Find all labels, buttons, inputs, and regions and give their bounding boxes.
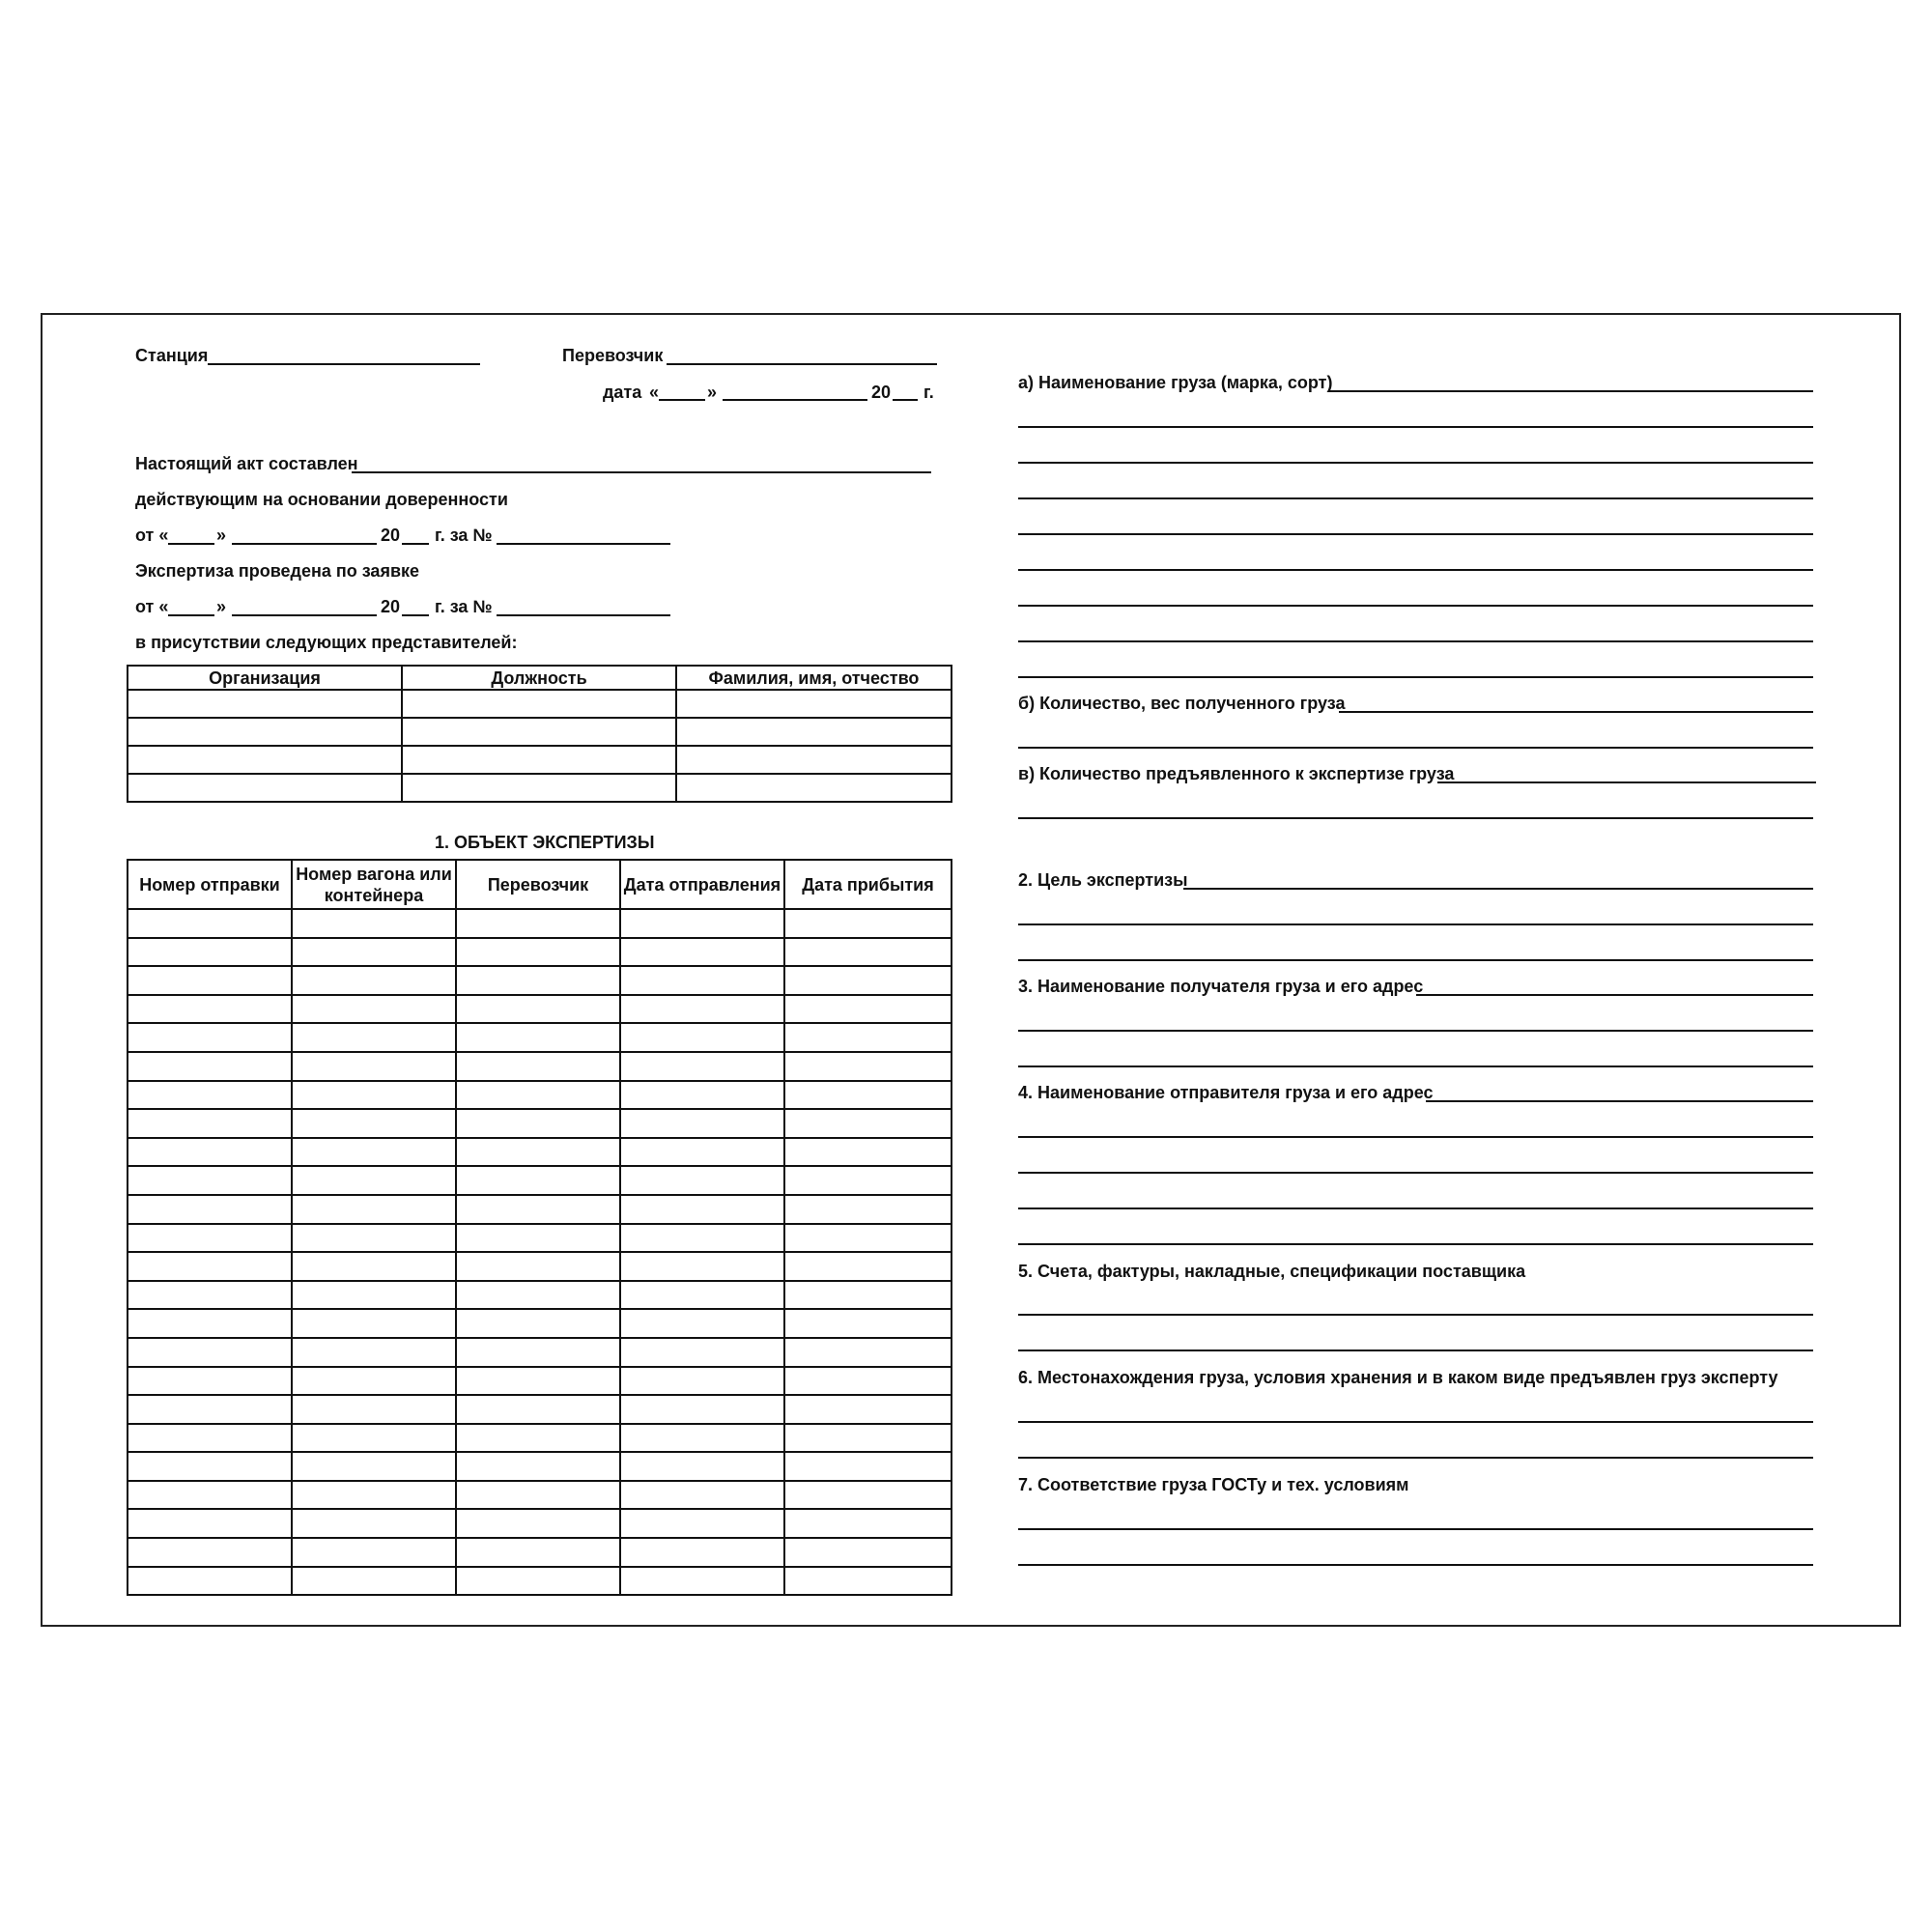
- invoices-line[interactable]: [1018, 1350, 1813, 1351]
- table-cell[interactable]: [292, 1424, 456, 1453]
- table-cell[interactable]: [784, 1109, 952, 1138]
- table-row: [128, 1109, 952, 1138]
- table-row: [128, 1538, 952, 1567]
- table-cell[interactable]: [784, 1309, 952, 1338]
- representatives-header-row: [128, 666, 952, 690]
- table-row: [128, 1395, 952, 1424]
- table-cell[interactable]: [128, 1338, 292, 1367]
- rep-header-position: Должность: [402, 666, 676, 690]
- compliance-label: 7. Соответствие груза ГОСТу и тех. условиям: [1018, 1475, 1409, 1494]
- table-cell[interactable]: [620, 938, 784, 967]
- acting-label: действующим на основании доверенности: [135, 490, 508, 509]
- table-cell[interactable]: [620, 1138, 784, 1167]
- table-row: [128, 995, 952, 1024]
- invoices-label: 5. Счета, фактуры, накладные, спецификации поставщика: [1018, 1262, 1526, 1281]
- table-row: [128, 1166, 952, 1195]
- obj-header-wagon-number: Номер вагона или контейнера: [292, 860, 456, 909]
- table-cell[interactable]: [128, 1195, 292, 1224]
- table-cell[interactable]: [292, 1309, 456, 1338]
- table-cell[interactable]: [456, 1138, 620, 1167]
- table-cell[interactable]: [784, 1052, 952, 1081]
- cargo-name-line[interactable]: [1018, 569, 1813, 571]
- table-row: [128, 746, 952, 774]
- table-row: [128, 1281, 952, 1310]
- table-cell[interactable]: [456, 1309, 620, 1338]
- table-cell[interactable]: [456, 1481, 620, 1510]
- table-row: [128, 1309, 952, 1338]
- table-cell[interactable]: [456, 1224, 620, 1253]
- table-cell[interactable]: [292, 966, 456, 995]
- cargo-name-line[interactable]: [1018, 533, 1813, 535]
- table-cell[interactable]: [292, 1395, 456, 1424]
- cargo-name-line[interactable]: [1018, 426, 1813, 428]
- table-cell[interactable]: [402, 746, 676, 774]
- date-year-field[interactable]: [893, 399, 918, 401]
- station-label: Станция: [135, 346, 209, 365]
- table-cell[interactable]: [456, 966, 620, 995]
- request-from-label: от «: [135, 597, 169, 616]
- table-row: [128, 774, 952, 802]
- table-cell[interactable]: [456, 1538, 620, 1567]
- table-row: [128, 1081, 952, 1110]
- request-year-prefix: 20: [381, 597, 401, 616]
- table-cell[interactable]: [128, 1481, 292, 1510]
- table-cell[interactable]: [292, 938, 456, 967]
- proxy-year-prefix: 20: [381, 526, 401, 545]
- table-row: [128, 1224, 952, 1253]
- table-cell[interactable]: [128, 1538, 292, 1567]
- date-year-prefix: 20: [871, 383, 892, 402]
- table-cell[interactable]: [292, 1452, 456, 1481]
- table-cell[interactable]: [128, 995, 292, 1024]
- table-cell[interactable]: [128, 690, 402, 718]
- table-cell[interactable]: [456, 1395, 620, 1424]
- table-cell[interactable]: [292, 1109, 456, 1138]
- table-cell[interactable]: [456, 1424, 620, 1453]
- recipient-label: 3. Наименование получателя груза и его адрес: [1018, 977, 1424, 996]
- table-cell[interactable]: [784, 1195, 952, 1224]
- cargo-name-line[interactable]: [1018, 605, 1813, 607]
- table-cell[interactable]: [128, 1309, 292, 1338]
- table-cell[interactable]: [128, 1081, 292, 1110]
- table-cell[interactable]: [784, 1452, 952, 1481]
- proxy-year-field[interactable]: [402, 543, 429, 545]
- sender-label: 4. Наименование отправителя груза и его адрес: [1018, 1083, 1434, 1102]
- table-cell[interactable]: [456, 1166, 620, 1195]
- table-cell[interactable]: [620, 909, 784, 938]
- table-row: [128, 1509, 952, 1538]
- table-cell[interactable]: [128, 718, 402, 746]
- table-row: [128, 1052, 952, 1081]
- table-cell[interactable]: [456, 1367, 620, 1396]
- table-cell[interactable]: [620, 1452, 784, 1481]
- object-header-row: [128, 860, 952, 909]
- table-cell[interactable]: [292, 1138, 456, 1167]
- expertise-object-table: [127, 859, 952, 1596]
- rep-header-fullname: Фамилия, имя, отчество: [676, 666, 952, 690]
- table-cell[interactable]: [676, 774, 952, 802]
- proxy-from-label: от «: [135, 526, 169, 545]
- table-cell[interactable]: [784, 995, 952, 1024]
- station-field[interactable]: [208, 363, 480, 365]
- received-quantity-line[interactable]: [1018, 747, 1813, 749]
- table-cell[interactable]: [128, 1052, 292, 1081]
- table-cell[interactable]: [456, 1452, 620, 1481]
- date-close-quote: »: [707, 383, 718, 402]
- table-cell[interactable]: [128, 774, 402, 802]
- obj-header-shipment-number: Номер отправки: [128, 860, 292, 909]
- table-cell[interactable]: [784, 1166, 952, 1195]
- received-quantity-label: б) Количество, вес полученного груза: [1018, 694, 1346, 713]
- purpose-field[interactable]: [1183, 888, 1813, 890]
- table-cell[interactable]: [128, 1424, 292, 1453]
- obj-header-arrival-date: Дата прибытия: [784, 860, 952, 909]
- table-cell[interactable]: [128, 1166, 292, 1195]
- table-row: [128, 966, 952, 995]
- request-day-field[interactable]: [168, 614, 214, 616]
- request-month-field[interactable]: [232, 614, 377, 616]
- section1-title: 1. ОБЪЕКТ ЭКСПЕРТИЗЫ: [435, 833, 655, 852]
- carrier-field[interactable]: [667, 363, 937, 365]
- location-label: 6. Местонахождения груза, условия хранения и в каком виде предъявлен груз эксперту: [1018, 1368, 1778, 1387]
- request-close-quote: »: [216, 597, 227, 616]
- table-cell[interactable]: [292, 995, 456, 1024]
- table-cell[interactable]: [456, 1109, 620, 1138]
- table-row: [128, 1338, 952, 1367]
- table-cell[interactable]: [620, 1052, 784, 1081]
- table-cell[interactable]: [784, 1252, 952, 1281]
- recipient-line[interactable]: [1018, 1030, 1813, 1032]
- table-cell[interactable]: [456, 1252, 620, 1281]
- presented-quantity-label: в) Количество предъявленного к экспертизе груза: [1018, 764, 1455, 783]
- cargo-name-field[interactable]: [1328, 390, 1813, 392]
- table-cell[interactable]: [784, 1424, 952, 1453]
- request-number-label: г. за №: [435, 597, 493, 616]
- table-cell[interactable]: [128, 1567, 292, 1596]
- table-cell[interactable]: [784, 938, 952, 967]
- table-row: [128, 1481, 952, 1510]
- proxy-close-quote: »: [216, 526, 227, 545]
- table-cell[interactable]: [292, 1224, 456, 1253]
- representatives-table: [127, 665, 952, 803]
- table-cell[interactable]: [620, 966, 784, 995]
- table-cell[interactable]: [456, 1338, 620, 1367]
- table-cell[interactable]: [456, 1081, 620, 1110]
- table-cell[interactable]: [128, 909, 292, 938]
- cargo-name-line[interactable]: [1018, 462, 1813, 464]
- table-cell[interactable]: [784, 1138, 952, 1167]
- table-cell[interactable]: [784, 1338, 952, 1367]
- compliance-line[interactable]: [1018, 1564, 1813, 1566]
- compliance-line[interactable]: [1018, 1528, 1813, 1530]
- table-cell[interactable]: [292, 1538, 456, 1567]
- table-row: [128, 1424, 952, 1453]
- table-cell[interactable]: [292, 909, 456, 938]
- table-cell[interactable]: [620, 1367, 784, 1396]
- table-cell[interactable]: [128, 938, 292, 967]
- table-cell[interactable]: [620, 1309, 784, 1338]
- table-cell[interactable]: [292, 1367, 456, 1396]
- table-cell[interactable]: [292, 1509, 456, 1538]
- table-cell[interactable]: [784, 1481, 952, 1510]
- sender-field[interactable]: [1426, 1100, 1813, 1102]
- table-cell[interactable]: [456, 909, 620, 938]
- table-cell[interactable]: [292, 1281, 456, 1310]
- table-cell[interactable]: [456, 995, 620, 1024]
- table-cell[interactable]: [292, 1481, 456, 1510]
- carrier-label: Перевозчик: [562, 346, 664, 365]
- table-cell[interactable]: [784, 966, 952, 995]
- table-cell[interactable]: [620, 1023, 784, 1052]
- table-cell[interactable]: [620, 1338, 784, 1367]
- cargo-name-line[interactable]: [1018, 640, 1813, 642]
- table-cell[interactable]: [128, 1138, 292, 1167]
- table-cell[interactable]: [128, 1395, 292, 1424]
- purpose-label: 2. Цель экспертизы: [1018, 870, 1188, 890]
- table-row: [128, 1023, 952, 1052]
- table-cell[interactable]: [456, 1023, 620, 1052]
- presence-label: в присутствии следующих представителей:: [135, 633, 518, 652]
- request-number-field[interactable]: [497, 614, 670, 616]
- act-composed-field[interactable]: [352, 471, 931, 473]
- presented-quantity-field[interactable]: [1437, 781, 1816, 783]
- proxy-number-label: г. за №: [435, 526, 493, 545]
- table-cell[interactable]: [676, 746, 952, 774]
- table-cell[interactable]: [128, 746, 402, 774]
- table-cell[interactable]: [292, 1081, 456, 1110]
- sender-line[interactable]: [1018, 1243, 1813, 1245]
- table-row: [128, 1138, 952, 1167]
- table-cell[interactable]: [784, 1081, 952, 1110]
- table-row: [128, 1252, 952, 1281]
- table-cell[interactable]: [620, 1481, 784, 1510]
- table-cell[interactable]: [456, 938, 620, 967]
- date-year-suffix: г.: [923, 383, 934, 402]
- table-cell[interactable]: [128, 1224, 292, 1253]
- cargo-name-line[interactable]: [1018, 676, 1813, 678]
- table-row: [128, 1367, 952, 1396]
- table-row: [128, 718, 952, 746]
- table-cell[interactable]: [676, 690, 952, 718]
- table-cell[interactable]: [620, 1195, 784, 1224]
- location-line[interactable]: [1018, 1421, 1813, 1423]
- rep-header-organization: Организация: [128, 666, 402, 690]
- table-cell[interactable]: [128, 1023, 292, 1052]
- invoices-line[interactable]: [1018, 1314, 1813, 1316]
- table-row: [128, 938, 952, 967]
- table-cell[interactable]: [784, 1567, 952, 1596]
- table-cell[interactable]: [456, 1567, 620, 1596]
- table-cell[interactable]: [620, 1224, 784, 1253]
- table-cell[interactable]: [128, 1452, 292, 1481]
- table-cell[interactable]: [784, 1367, 952, 1396]
- recipient-field[interactable]: [1416, 994, 1813, 996]
- table-row: [128, 1452, 952, 1481]
- table-cell[interactable]: [292, 1338, 456, 1367]
- date-open-quote: «: [649, 383, 660, 402]
- table-cell[interactable]: [292, 1567, 456, 1596]
- table-cell[interactable]: [292, 1023, 456, 1052]
- cargo-name-label: а) Наименование груза (марка, сорт): [1018, 373, 1333, 392]
- purpose-line[interactable]: [1018, 959, 1813, 961]
- location-line[interactable]: [1018, 1457, 1813, 1459]
- table-cell[interactable]: [292, 1166, 456, 1195]
- expertise-request-label: Экспертиза проведена по заявке: [135, 561, 420, 581]
- date-month-field[interactable]: [723, 399, 867, 401]
- table-cell[interactable]: [620, 1281, 784, 1310]
- sender-line[interactable]: [1018, 1208, 1813, 1209]
- table-cell[interactable]: [784, 1281, 952, 1310]
- table-cell[interactable]: [128, 1367, 292, 1396]
- table-row: [128, 690, 952, 718]
- obj-header-carrier: Перевозчик: [456, 860, 620, 909]
- table-cell[interactable]: [620, 1081, 784, 1110]
- table-cell[interactable]: [784, 1538, 952, 1567]
- table-cell[interactable]: [620, 1109, 784, 1138]
- table-cell[interactable]: [620, 995, 784, 1024]
- date-label: дата: [603, 383, 642, 402]
- table-cell[interactable]: [402, 690, 676, 718]
- table-cell[interactable]: [620, 1395, 784, 1424]
- sender-line[interactable]: [1018, 1172, 1813, 1174]
- recipient-line[interactable]: [1018, 1065, 1813, 1067]
- table-cell[interactable]: [620, 1166, 784, 1195]
- act-label: Настоящий акт составлен: [135, 454, 358, 473]
- obj-header-departure-date: Дата отправления: [620, 860, 784, 909]
- table-cell[interactable]: [620, 1424, 784, 1453]
- table-cell[interactable]: [784, 1023, 952, 1052]
- table-cell[interactable]: [620, 1252, 784, 1281]
- table-cell[interactable]: [456, 1195, 620, 1224]
- table-cell[interactable]: [402, 718, 676, 746]
- table-cell[interactable]: [784, 1395, 952, 1424]
- sender-line[interactable]: [1018, 1136, 1813, 1138]
- table-cell[interactable]: [784, 909, 952, 938]
- table-row: [128, 1567, 952, 1596]
- received-quantity-field[interactable]: [1339, 711, 1813, 713]
- table-cell[interactable]: [456, 1281, 620, 1310]
- table-row: [128, 909, 952, 938]
- table-cell[interactable]: [620, 1538, 784, 1567]
- table-cell[interactable]: [128, 1109, 292, 1138]
- table-cell[interactable]: [784, 1509, 952, 1538]
- proxy-number-field[interactable]: [497, 543, 670, 545]
- table-cell[interactable]: [292, 1195, 456, 1224]
- table-cell[interactable]: [128, 1281, 292, 1310]
- table-cell[interactable]: [128, 1252, 292, 1281]
- request-year-field[interactable]: [402, 614, 429, 616]
- table-cell[interactable]: [620, 1509, 784, 1538]
- table-cell[interactable]: [292, 1252, 456, 1281]
- table-cell[interactable]: [620, 1567, 784, 1596]
- presented-quantity-line[interactable]: [1018, 817, 1813, 819]
- table-cell[interactable]: [402, 774, 676, 802]
- table-cell[interactable]: [128, 1509, 292, 1538]
- table-cell[interactable]: [128, 966, 292, 995]
- proxy-day-field[interactable]: [168, 543, 214, 545]
- proxy-month-field[interactable]: [232, 543, 377, 545]
- table-cell[interactable]: [456, 1052, 620, 1081]
- purpose-line[interactable]: [1018, 923, 1813, 925]
- table-cell[interactable]: [292, 1052, 456, 1081]
- cargo-name-line[interactable]: [1018, 497, 1813, 499]
- table-cell[interactable]: [676, 718, 952, 746]
- table-row: [128, 1195, 952, 1224]
- table-cell[interactable]: [784, 1224, 952, 1253]
- table-cell[interactable]: [456, 1509, 620, 1538]
- date-day-field[interactable]: [659, 399, 705, 401]
